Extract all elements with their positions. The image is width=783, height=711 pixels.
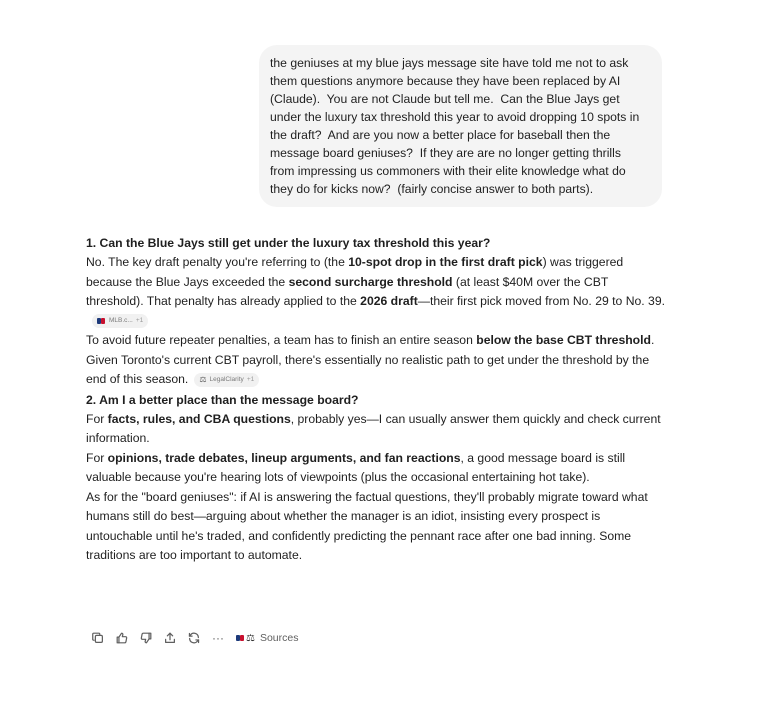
answer-paragraph-1 <box>86 253 666 331</box>
text-run: —their first pick moved from No. 29 to No. 39. <box>417 294 665 308</box>
bold-run: 10-spot drop in the first draft pick <box>348 255 543 269</box>
mlb-logo-icon <box>97 318 106 324</box>
text-run: To avoid future repeater penalties, a team has to finish an entire season <box>86 333 477 347</box>
answer-paragraph-3 <box>86 410 666 449</box>
response-actions-toolbar <box>86 629 299 647</box>
text-run: (at least $40M over the CBT threshold). That penalty has already applied to the <box>86 274 609 308</box>
citation-chip-legalclarity[interactable] <box>194 373 259 387</box>
citation-label: MLB.c... <box>109 316 133 324</box>
sources-label: Sources <box>259 632 299 644</box>
share-icon[interactable] <box>158 629 182 647</box>
scales-icon: ⚖ <box>246 632 255 644</box>
user-message-bubble: the geniuses at my blue jays message site have told me not to ask them questions anymore because they have been replaced by AI (Claude). You are not Claude but tell me. Can the Blue Jays get under the luxury tax threshold this year to avoid dropping 10 spots in the draft? And are you now a better place for baseball then the message board geniuses? If they are are no longer getting thrills from impressing us commoners with their elite knowledge what do they do for kicks now? (fairly concise answer to both parts). <box>259 45 662 207</box>
answer-paragraph-2 <box>86 331 666 390</box>
more-icon[interactable]: ··· <box>212 631 224 645</box>
bold-run: facts, rules, and CBA questions <box>107 411 291 426</box>
assistant-response <box>86 233 666 566</box>
answer-paragraph-5: As for the "board geniuses": if AI is answering the factual questions, they'll probably migrate toward what humans still do best—arguing about whether the manager is an idiot, insisting every prospect is untouchable until he's traded, and confidently predicting the pennant race after one bad inning. Some traditions are too important to automate. <box>86 489 648 562</box>
sources-favicons <box>236 633 255 644</box>
text-run: ) was triggered because the Blue Jays exceeded the <box>86 255 624 289</box>
text-run: For <box>86 411 108 426</box>
answer-heading-1: 1. Can the Blue Jays still get under the luxury tax threshold this year? <box>86 236 491 250</box>
text-run: . Given Toronto's current CBT payroll, there's essentially no realistic path to get under the threshold by the end of this season. <box>86 333 655 386</box>
citation-label: LegalClarity <box>209 376 244 383</box>
bold-run: second surcharge threshold <box>288 274 453 289</box>
text-run: , probably yes—I can usually answer them quickly and check current information. <box>86 411 661 445</box>
text-run: No. The key draft penalty you're referring to (the <box>86 255 349 269</box>
thumbs-up-icon[interactable] <box>110 629 134 647</box>
thumbs-down-icon[interactable] <box>134 629 158 647</box>
citation-more-count: +1 <box>246 376 255 383</box>
answer-heading-2: 2. Am I a better place than the message board? <box>86 392 359 407</box>
bold-run: opinions, trade debates, lineup arguments, and fan reactions <box>107 450 461 465</box>
sources-button[interactable] <box>236 632 299 644</box>
text-run: , a good message board is still valuable because you're hearing lots of viewpoints (plus the occasional entertaining hot take). <box>86 450 626 484</box>
scales-icon: ⚖ <box>199 375 207 384</box>
regenerate-icon[interactable] <box>182 629 206 647</box>
answer-paragraph-4 <box>86 449 666 488</box>
copy-icon[interactable] <box>86 629 110 647</box>
mlb-logo-icon <box>236 635 245 641</box>
citation-more-count: +1 <box>135 316 144 324</box>
bold-run: 2026 draft <box>360 294 418 308</box>
bold-run: below the base CBT threshold <box>476 333 651 347</box>
citation-chip-mlb[interactable] <box>92 314 148 328</box>
text-run: For <box>86 450 108 465</box>
